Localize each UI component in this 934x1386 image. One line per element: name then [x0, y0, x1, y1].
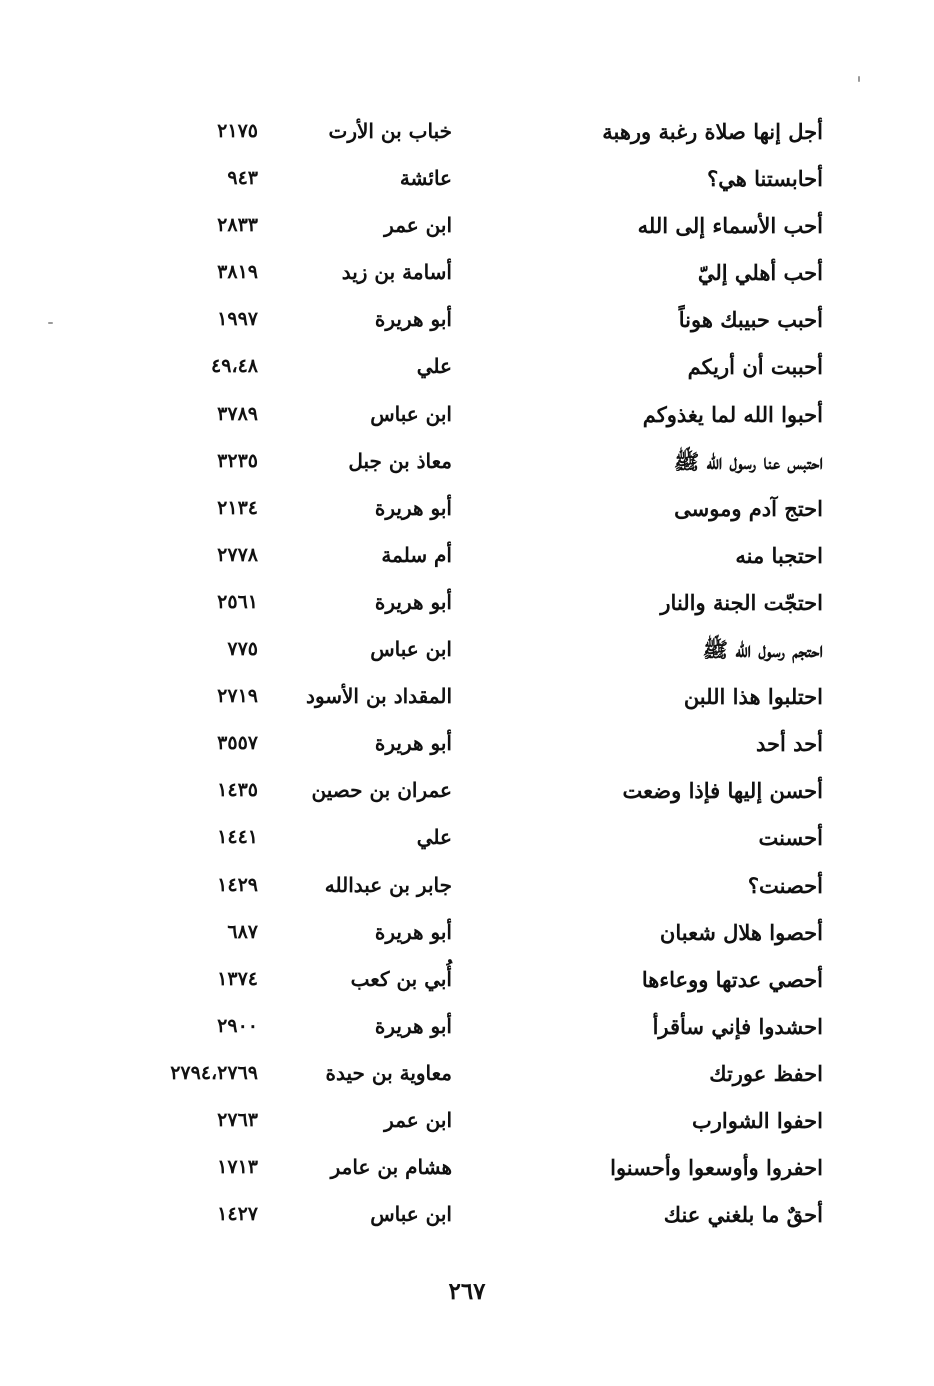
hadith-number: ٢١٣٤: [217, 496, 258, 519]
narrator-name: المقداد بن الأسود: [306, 684, 452, 709]
hadith-text: أحقٌ ما بلغني عنك: [663, 1202, 823, 1228]
hadith-number: ١٤٢٩: [217, 873, 258, 896]
hadith-text: أحصوا هلال شعبان: [659, 919, 823, 945]
narrator-name: ابن عباس: [370, 401, 452, 426]
hadith-number: ٤٩،٤٨: [211, 355, 258, 378]
index-row: [0, 391, 934, 438]
index-row: [0, 909, 934, 956]
narrator-name: أبو هريرة: [374, 919, 452, 944]
hadith-text: احفظ عورتك: [709, 1060, 823, 1086]
hadith-text: احتبس عنا رسول الله ﷺ: [673, 448, 823, 474]
hadith-number: ٢٥٦١: [217, 590, 258, 613]
index-row: [0, 343, 934, 390]
hadith-text: احتج آدم وموسى: [674, 495, 823, 521]
hadith-text: أحد أحد: [756, 731, 823, 757]
hadith-number: ٢٨٣٣: [217, 214, 258, 237]
page-number: ٢٦٧: [448, 1278, 486, 1305]
hadith-text: أحبب حبيبك هوناً: [678, 307, 823, 333]
index-row: [0, 1097, 934, 1144]
narrator-name: معاذ بن جبل: [348, 448, 452, 473]
hadith-text: احتجم رسول الله ﷺ: [702, 637, 823, 663]
index-row: [0, 1191, 934, 1238]
index-row: [0, 438, 934, 485]
hadith-text: أحب أهلي إليّ: [697, 260, 823, 286]
narrator-name: أسامة بن زيد: [341, 260, 452, 285]
narrator-name: أُبي بن كعب: [350, 966, 452, 991]
index-row: [0, 296, 934, 343]
narrator-name: ابن عباس: [370, 1202, 452, 1227]
index-row: [0, 485, 934, 532]
narrator-name: هشام بن عامر: [330, 1155, 452, 1180]
hadith-text: أحب الأسماء إلى الله: [637, 213, 823, 239]
narrator-name: أبو هريرة: [374, 495, 452, 520]
hadith-number: ١٧١٣: [217, 1156, 258, 1179]
index-row: [0, 1050, 934, 1097]
hadith-number: ٢١٧٥: [217, 120, 258, 142]
index-row: [0, 202, 934, 249]
narrator-name: معاوية بن حيدة: [325, 1060, 452, 1085]
hadith-number: ١٩٩٧: [217, 308, 258, 331]
hadith-number: ١٤٣٥: [217, 779, 258, 802]
narrator-name: عائشة: [399, 166, 452, 191]
hadith-number: ١٤٤١: [217, 826, 258, 849]
index-row: [0, 532, 934, 579]
hadith-text: أحصنت؟: [747, 872, 823, 898]
index-row: [0, 956, 934, 1003]
hadith-number: ١٤٢٧: [217, 1203, 258, 1226]
index-row: [0, 249, 934, 296]
hadith-index-table: [0, 108, 934, 1238]
narrator-name: ابن عباس: [370, 637, 452, 662]
index-row: [0, 1144, 934, 1191]
hadith-text: أحببت أن أريكم: [687, 354, 823, 380]
narrator-name: أبو هريرة: [374, 307, 452, 332]
narrator-name: جابر بن عبدالله: [324, 872, 452, 897]
hadith-number: ٧٧٥: [227, 638, 258, 661]
narrator-name: ابن عمر: [384, 1107, 452, 1132]
hadith-number: ٢٧١٩: [217, 685, 258, 708]
hadith-number: ٣٨١٩: [217, 261, 258, 284]
hadith-text: احشدوا فإني سأقرأ: [652, 1013, 823, 1039]
hadith-number: ٣٥٥٧: [217, 732, 258, 755]
hadith-number: ٣٢٣٥: [217, 449, 258, 472]
scan-speck: [858, 76, 860, 82]
index-row: [0, 814, 934, 861]
hadith-number: ٩٤٣: [227, 167, 258, 190]
narrator-name: عمران بن حصين: [311, 778, 452, 803]
hadith-text: أجل إنها صلاة رغبة ورهبة: [602, 119, 823, 144]
hadith-text: احتجّت الجنة والنار: [660, 589, 823, 615]
index-row: [0, 767, 934, 814]
hadith-text: أحبوا الله لما يغذوكم: [642, 401, 823, 427]
narrator-name: أبو هريرة: [374, 589, 452, 614]
hadith-number: ١٣٧٤: [217, 967, 258, 990]
index-row: [0, 673, 934, 720]
narrator-name: ابن عمر: [384, 213, 452, 238]
index-row: [0, 862, 934, 909]
index-row: [0, 579, 934, 626]
hadith-text: أحصي عدتها ووعاءها: [641, 966, 823, 992]
hadith-number: ٢٧٩٤،٢٧٦٩: [170, 1061, 258, 1084]
hadith-number: ٢٩٠٠: [217, 1014, 258, 1037]
narrator-name: علي: [416, 354, 452, 379]
hadith-text: أحسنت: [758, 825, 823, 851]
index-row: [0, 720, 934, 767]
hadith-number: ٣٧٨٩: [217, 402, 258, 425]
narrator-name: أبو هريرة: [374, 731, 452, 756]
hadith-number: ٦٨٧: [227, 920, 258, 943]
hadith-text: أحابستنا هي؟: [707, 166, 823, 192]
index-row: [0, 155, 934, 202]
narrator-name: أم سلمة: [381, 542, 452, 567]
hadith-text: أحسن إليها فإذا وضعت: [622, 778, 823, 804]
index-row: [0, 108, 934, 155]
index-row: [0, 626, 934, 673]
narrator-name: أبو هريرة: [374, 1013, 452, 1038]
index-row: [0, 1003, 934, 1050]
hadith-number: ٢٧٦٣: [217, 1108, 258, 1131]
hadith-number: ٢٧٧٨: [217, 543, 258, 566]
hadith-text: احتجبا منه: [735, 542, 823, 568]
hadith-text: احفوا الشوارب: [692, 1107, 823, 1133]
narrator-name: علي: [416, 825, 452, 850]
narrator-name: خباب بن الأرت: [328, 119, 452, 143]
hadith-text: احتلبوا هذا اللبن: [683, 684, 823, 710]
hadith-text: احفروا وأوسعوا وأحسنوا: [610, 1155, 823, 1181]
